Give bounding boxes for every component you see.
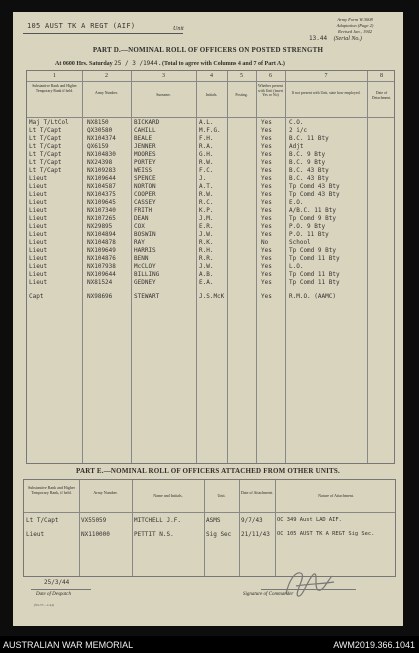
officer-surname: BILLING (134, 271, 160, 278)
officer-initials: E.R. (199, 223, 214, 230)
officer-surname: COOPER (134, 191, 156, 198)
officer-rank: Maj T/LtCol (29, 119, 69, 126)
part-d-hours (55, 60, 285, 67)
column-header: Initials. (205, 93, 218, 97)
officer-number: NX81524 (87, 279, 113, 286)
officer-present: Yes (261, 183, 272, 190)
officer-present: Yes (261, 293, 272, 300)
attached-name: MITCHELL J.F. (134, 517, 181, 524)
officer-employed: Adjt (289, 143, 304, 150)
officer-surname: BICKARD (134, 119, 160, 126)
column-number: 6 (269, 73, 272, 79)
officer-row (27, 175, 396, 183)
officer-surname: JENNER (134, 143, 156, 150)
officer-rank: Lt T/Capt (29, 127, 62, 134)
officer-employed: B.C. 43 Bty (289, 167, 329, 174)
officer-row (27, 143, 396, 151)
officer-row (27, 135, 396, 143)
officer-number: NX104375 (87, 191, 116, 198)
officer-surname: BEALE (134, 135, 153, 142)
officer-present: Yes (261, 191, 272, 198)
officer-number: NX104587 (87, 183, 116, 190)
officer-surname: McCLOY (134, 263, 156, 270)
column-number: 5 (240, 73, 243, 79)
officer-row (27, 127, 396, 135)
officer-present: Yes (261, 159, 272, 166)
officer-surname: CAHILL (134, 127, 156, 134)
officer-present: Yes (261, 167, 272, 174)
column-header: Nature of Attachment. (318, 493, 354, 498)
officer-initials: R.H. (199, 247, 214, 254)
unit-label: Unit (173, 26, 184, 32)
officer-surname: HARRIS (134, 247, 156, 254)
header-rule (27, 117, 394, 118)
unit-underline (23, 33, 183, 34)
officer-rank: Lieut (29, 175, 48, 182)
officer-employed: R.M.O. (AAMC) (289, 293, 336, 300)
officer-initials: F.H. (199, 135, 214, 142)
officer-number: QX30580 (87, 127, 113, 134)
officer-number: NX107265 (87, 215, 116, 222)
column-number: 8 (380, 73, 383, 79)
officer-rank: Lt T/Capt (29, 143, 62, 150)
officer-number: NX107938 (87, 263, 116, 270)
officer-present: Yes (261, 271, 272, 278)
officer-employed: A/B.C. 11 Bty (289, 207, 336, 214)
officer-employed: B.C. 9 Bty (289, 151, 326, 158)
despatch-underline (31, 589, 91, 590)
officer-surname: BOSWIN (134, 231, 156, 238)
officer-rank: Lieut (29, 239, 48, 246)
officer-present: Yes (261, 151, 272, 158)
attached-rank: Lt T/Capt (26, 517, 59, 524)
attached-date: 21/11/43 (241, 531, 270, 538)
officer-employed: Tp Comd 11 Bty (289, 255, 340, 262)
officer-rank: Lieut (29, 271, 48, 278)
officer-present: Yes (261, 199, 272, 206)
officer-initials: J.S.McK (199, 293, 225, 300)
header-rule (24, 512, 395, 513)
officer-surname: WEISS (134, 167, 153, 174)
officer-employed: Tp Comd 9 Bty (289, 215, 336, 222)
form-info (315, 17, 395, 35)
officer-present: Yes (261, 215, 272, 222)
officer-surname: MOORES (134, 151, 156, 158)
officer-rank: Lieut (29, 247, 48, 254)
officer-present: Yes (261, 231, 272, 238)
officer-row (27, 215, 396, 223)
officer-rank: Lieut (29, 199, 48, 206)
officer-number: NX29895 (87, 223, 113, 230)
document-page (13, 12, 403, 626)
column-header: Date of Attachment. (240, 490, 274, 495)
officer-surname: SPENCE (134, 175, 156, 182)
signature-label: Signature of Commander (243, 592, 294, 597)
officer-row (27, 271, 396, 279)
officer-employed: 2 i/c (289, 127, 308, 134)
officer-surname: PORTEY (134, 159, 156, 166)
officer-row (27, 247, 396, 255)
officer-surname: FRITH (134, 207, 153, 214)
officer-initials: J.W. (199, 263, 214, 270)
attached-unit: Sig Sec (206, 531, 232, 538)
column-number: 7 (324, 73, 328, 79)
officer-number: NX8150 (87, 119, 109, 126)
column-header: Date of Detachment. (371, 91, 392, 100)
officer-rank: Lieut (29, 183, 48, 190)
hours-date: 25 / 3 /1944 (114, 60, 158, 67)
officer-number: NX109649 (87, 247, 116, 254)
officer-present: Yes (261, 143, 272, 150)
officer-row (27, 263, 396, 271)
attached-rank: Lieut (26, 531, 45, 538)
attached-number: NX110000 (81, 531, 110, 538)
officer-surname: NORTON (134, 183, 156, 190)
officer-initials: J.W. (199, 231, 214, 238)
officer-employed: Tp Comd 11 Bty (289, 279, 340, 286)
officer-row (27, 293, 396, 301)
officer-rank: Lieut (29, 231, 48, 238)
officer-row (27, 151, 396, 159)
serial-number (309, 35, 362, 42)
officer-row (27, 255, 396, 263)
header-rule (27, 81, 394, 82)
column-number: 2 (105, 73, 108, 79)
officer-number: NX24398 (87, 159, 113, 166)
officer-rank: Lt T/Capt (29, 159, 62, 166)
officer-surname: DEAN (134, 215, 149, 222)
part-d-title: PART D.—NOMINAL ROLL OF OFFICERS ON POSTED STRENGTH (92, 46, 324, 54)
hours-prefix: At 0600 Hrs. Saturday (55, 61, 113, 67)
column-header: Substantive Rank and Higher Temporary Rank if held. (32, 84, 77, 93)
hours-suffix: . (Total to agree with Columns 4 and 7 of Part A.) (159, 61, 285, 67)
attached-nature: OC 349 Aust LAD AIF. (277, 517, 342, 523)
form-note: (Wt.37—1/44) (34, 603, 54, 607)
officer-rank: Capt (29, 293, 44, 300)
column-header: If not present with Unit, state how employed. (291, 91, 361, 95)
officer-initials: R.A. (199, 143, 214, 150)
officer-row (27, 239, 396, 247)
signature-mark (268, 564, 348, 604)
column-header: Whether present with Unit (insert Yes or No) (257, 84, 284, 97)
attached-row (24, 517, 397, 526)
officer-row (27, 191, 396, 199)
officer-surname: BENN (134, 255, 149, 262)
despatch-label: Date of Despatch (36, 592, 71, 597)
officer-initials: G.H. (199, 151, 214, 158)
officer-present: Yes (261, 127, 272, 134)
officer-surname: CASSEY (134, 199, 156, 206)
attached-date: 9/7/43 (241, 517, 263, 524)
column-header: Unit. (217, 493, 226, 498)
officer-employed: Tp Comd 43 Bty (289, 183, 340, 190)
officer-number: NX109644 (87, 271, 116, 278)
officer-number: NX104894 (87, 231, 116, 238)
attached-name: PETTIT N.S. (134, 531, 174, 538)
part-e-title: PART E.—NOMINAL ROLL OF OFFICERS ATTACHED FROM OTHER UNITS. (76, 467, 340, 475)
credit-bar (0, 636, 419, 653)
unit-name: 105 AUST TK A REGT (AIF) (27, 22, 136, 30)
officer-employed: School (289, 239, 311, 246)
officer-number: NX104876 (87, 255, 116, 262)
column-number: 1 (53, 73, 56, 79)
officer-rank: Lieut (29, 191, 48, 198)
officer-surname: GEDNEY (134, 279, 156, 286)
officer-initials: A.L. (199, 119, 214, 126)
officer-number: NX109283 (87, 167, 116, 174)
officer-initials: E.A. (199, 279, 214, 286)
officer-present: No (261, 239, 269, 246)
officer-rank: Lieut (29, 215, 48, 222)
officer-surname: STEWART (134, 293, 160, 300)
officer-row (27, 199, 396, 207)
officer-rank: Lt T/Capt (29, 167, 62, 174)
officer-number: NX104830 (87, 151, 116, 158)
officer-rank: Lieut (29, 255, 48, 262)
officer-number: QX6159 (87, 143, 109, 150)
officer-employed: P.O. 11 Bty (289, 231, 329, 238)
officer-row (27, 207, 396, 215)
officer-initials: J.M. (199, 215, 214, 222)
column-header: Surname. (156, 93, 171, 97)
officer-number: NX109644 (87, 175, 116, 182)
officer-employed: Tp Comd 9 Bty (289, 247, 336, 254)
officer-initials: F.C. (199, 167, 214, 174)
column-header: Army Number. (93, 490, 118, 495)
officer-rank: Lieut (29, 207, 48, 214)
officer-rank: Lieut (29, 223, 48, 230)
officer-present: Yes (261, 135, 272, 142)
form-info-line: Adaptation (Page 2) (336, 23, 374, 28)
officer-present: Yes (261, 263, 272, 270)
credit-accession-number: AWM2019.366.1041 (333, 640, 415, 650)
officer-initials: R.R. (199, 255, 214, 262)
officer-employed: L.O. (289, 263, 304, 270)
despatch-date: 25/3/44 (44, 579, 70, 586)
officer-present: Yes (261, 119, 272, 126)
form-info-line: Army Form W.3008 (337, 17, 373, 22)
column-header: Posting. (235, 93, 248, 97)
officer-number: NX109645 (87, 199, 116, 206)
attached-number: VX55059 (81, 517, 107, 524)
form-info-line: Revised Jan., 1942 (338, 29, 372, 34)
officer-initials: R.W. (199, 159, 214, 166)
officers-attached-table (23, 479, 396, 577)
attached-row (24, 531, 397, 540)
officer-employed: C.O. (289, 119, 304, 126)
column-header: Name and Initials. (153, 493, 183, 498)
officer-employed: E.O. (289, 199, 304, 206)
officer-employed: Tp Comd 43 Bty (289, 191, 340, 198)
officer-row (27, 183, 396, 191)
officer-row (27, 279, 396, 287)
column-number: 4 (210, 73, 213, 79)
officer-initials: R.W. (199, 191, 214, 198)
officer-row (27, 231, 396, 239)
officer-present: Yes (261, 279, 272, 286)
serial-value: 13.44 (309, 35, 328, 42)
officer-row (27, 159, 396, 167)
attached-nature: OC 105 AUST TK A REGT Sig Sec. (277, 531, 375, 537)
officer-initials: A.B. (199, 271, 214, 278)
officer-rank: Lt T/Capt (29, 151, 62, 158)
officer-initials: J. (199, 175, 207, 182)
officers-posted-table (26, 70, 395, 464)
officer-rank: Lieut (29, 263, 48, 270)
officer-rank: Lt T/Capt (29, 135, 62, 142)
officer-row (27, 119, 396, 127)
officer-employed: Tp Comd 11 Bty (289, 271, 340, 278)
officer-employed: B.C. 43 Bty (289, 175, 329, 182)
column-header: Substantive Rank and Higher Temporary Rank, if held. (28, 485, 75, 495)
officer-present: Yes (261, 223, 272, 230)
officer-row (27, 167, 396, 175)
officer-employed: P.O. 9 Bty (289, 223, 326, 230)
officer-surname: COX (134, 223, 145, 230)
attached-unit: ASMS (206, 517, 221, 524)
officer-employed: B.C. 9 Bty (289, 159, 326, 166)
officer-rank: Lieut (29, 279, 48, 286)
officer-initials: A.T. (199, 183, 214, 190)
column-header: Army Number. (95, 91, 118, 95)
officer-number: NX107340 (87, 207, 116, 214)
officer-present: Yes (261, 255, 272, 262)
officer-number: NX98696 (87, 293, 113, 300)
column-number: 3 (162, 73, 165, 79)
officer-initials: R.K. (199, 239, 214, 246)
officer-present: Yes (261, 207, 272, 214)
serial-label: (Serial No.) (333, 36, 362, 42)
signature-underline (261, 589, 356, 590)
officer-employed: B.C. 11 Bty (289, 135, 329, 142)
officer-surname: RAY (134, 239, 145, 246)
officer-present: Yes (261, 175, 272, 182)
officer-number: NX104878 (87, 239, 116, 246)
credit-institution: AUSTRALIAN WAR MEMORIAL (3, 640, 134, 650)
officer-initials: M.F.G. (199, 127, 221, 134)
officer-initials: K.P. (199, 207, 214, 214)
officer-initials: R.C. (199, 199, 214, 206)
officer-number: NX104374 (87, 135, 116, 142)
officer-present: Yes (261, 247, 272, 254)
officer-row (27, 223, 396, 231)
